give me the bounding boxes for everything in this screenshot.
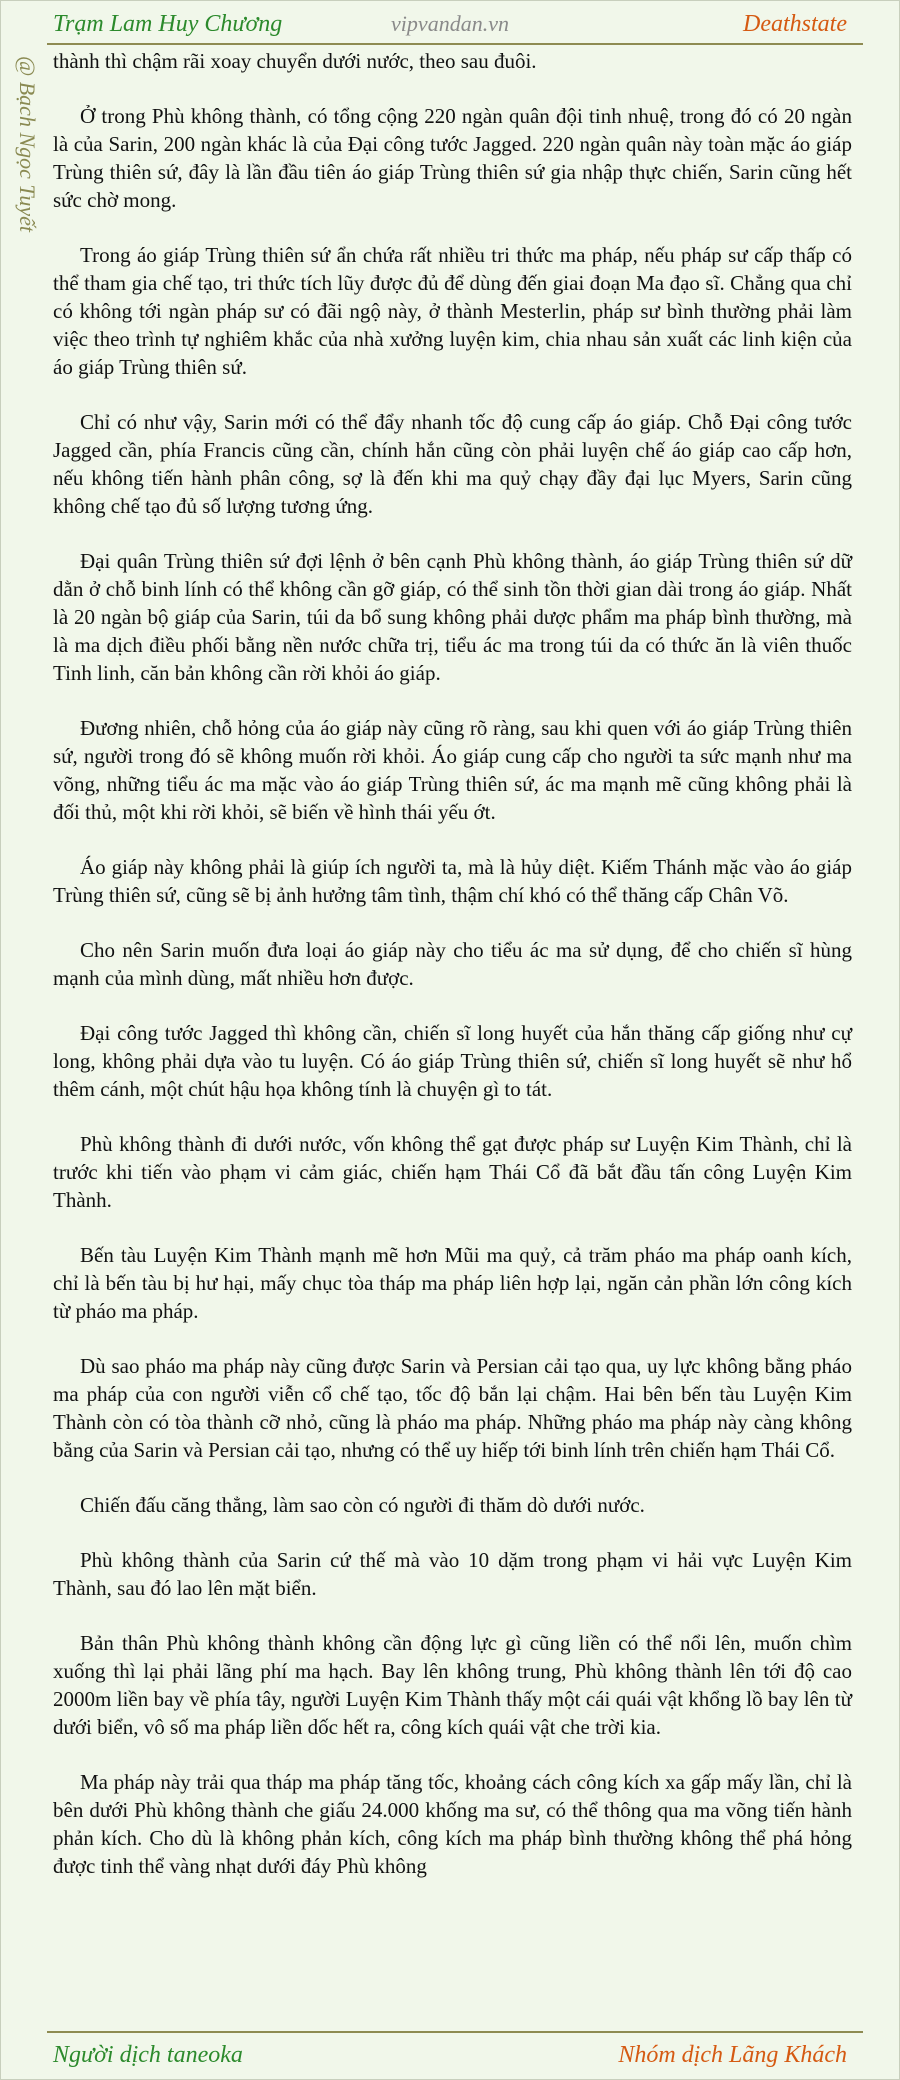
paragraph: Áo giáp này không phải là giúp ích người ta, mà là hủy diệt. Kiếm Thánh mặc vào áo giáp Trùng thiên sứ, cũng sẽ bị ảnh hưởng tâm tình, thậm chí khó có thể thăng cấp Chân Võ. <box>53 855 852 907</box>
paragraph: thành thì chậm rãi xoay chuyển dưới nước, theo sau đuôi. <box>53 49 537 73</box>
paragraph: Ma pháp này trải qua tháp ma pháp tăng tốc, khoảng cách công kích xa gấp mấy lần, chỉ là bên dưới Phù không thành che giấu 24.000 khống ma sư, có thể thông qua ma võng tiến hành phản kích. Cho dù là không phản kích, công kích ma pháp bình thường không thể phá hỏng được tinh thể vàng nhạt dưới đáy Phù không <box>53 1770 852 1878</box>
paragraph: Đại công tước Jagged thì không cần, chiến sĩ long huyết của hắn thăng cấp giống như cự long, không phải dựa vào tu luyện. Có áo giáp Trùng thiên sứ, chiến sĩ long huyết sẽ như hổ thêm cánh, một chút hậu họa không tính là chuyện gì to tát. <box>53 1021 852 1101</box>
footer-translator: Người dịch taneoka <box>53 2042 243 2068</box>
paragraph: Đại quân Trùng thiên sứ đợi lệnh ở bên cạnh Phù không thành, áo giáp Trùng thiên sứ dữ dằn ở chỗ binh lính có thể không cần gỡ giáp, có thể sinh tồn thời gian dài trong áo giáp. Nhất là 20 ngàn bộ giáp của Sarin, túi da bổ sung không phải dược phẩm ma pháp bình thường, mà là ma dịch điều phối bằng nền nước chữa trị, tiểu ác ma trong túi da có thức ăn là viên thuốc Tinh linh, căn bản không cần rời khỏi áo giáp. <box>53 549 852 685</box>
paragraph: Dù sao pháo ma pháp này cũng được Sarin và Persian cải tạo qua, uy lực không bằng pháo ma pháp của con người viễn cổ chế tạo, tốc độ bắn lại chậm. Hai bên bến tàu Luyện Kim Thành còn có tòa thành cỡ nhỏ, cũng là pháo ma pháp. Những pháo ma pháp này càng không bằng của Sarin và Persian cải tạo, nhưng có thể uy hiếp tới binh lính trên chiến hạm Thái Cổ. <box>53 1354 852 1462</box>
footer-team: Nhóm dịch Lãng Khách <box>618 2042 847 2068</box>
header-author: Deathstate <box>743 11 847 37</box>
paragraph: Chỉ có như vậy, Sarin mới có thể đẩy nhanh tốc độ cung cấp áo giáp. Chỗ Đại công tước Jagged cần, phía Francis cũng cần, chính hắn cũng còn phải luyện chế áo giáp cao cấp hơn, nếu không tiến hành phân công, sợ là đến khi ma quỷ chạy đầy đại lục Myers, Sarin cũng không chế tạo đủ số lượng tương ứng. <box>53 410 852 518</box>
header-divider <box>47 43 863 45</box>
paragraph: Bản thân Phù không thành không cần động lực gì cũng liền có thể nổi lên, muốn chìm xuống thì lại phải lãng phí ma hạch. Bay lên không trung, Phù không thành lên tới độ cao 2000m liền bay về phía tây, người Luyện Kim Thành thấy một cái quái vật khổng lồ bay lên từ dưới biển, vô số ma pháp liền dốc hết ra, công kích quái vật che trời kia. <box>53 1631 852 1739</box>
page-footer <box>53 2038 847 2072</box>
page-header <box>53 7 847 41</box>
paragraph: Bến tàu Luyện Kim Thành mạnh mẽ hơn Mũi ma quỷ, cả trăm pháo ma pháp oanh kích, chỉ là bến tàu bị hư hại, mấy chục tòa tháp ma pháp liên hợp lại, ngăn cản phần lớn công kích từ pháo ma pháp. <box>53 1243 852 1323</box>
paragraph: Trong áo giáp Trùng thiên sứ ẩn chứa rất nhiều tri thức ma pháp, nếu pháp sư cấp thấp có thể tham gia chế tạo, tri thức tích lũy được đủ để dùng đến giai đoạn Ma đạo sĩ. Chẳng qua chỉ có không tới ngàn pháp sư có đãi ngộ này, ở thành Mesterlin, pháp sư bình thường phải làm việc theo trình tự nghiêm khắc của nhà xưởng luyện kim, chia nhau sản xuất các linh kiện của áo giáp Trùng thiên sứ. <box>53 243 852 379</box>
header-site-name: Trạm Lam Huy Chương <box>53 11 283 37</box>
sidebar-credit: @ Bạch Ngọc Tuyết <box>15 56 40 233</box>
chapter-body <box>53 47 852 1907</box>
paragraph: Đương nhiên, chỗ hỏng của áo giáp này cũng rõ ràng, sau khi quen với áo giáp Trùng thiên sứ, người trong đó sẽ không muốn rời khỏi. Áo giáp cung cấp cho người ta sức mạnh như ma võng, những tiểu ác ma mặc vào áo giáp Trùng thiên sứ, ác ma mạnh mẽ cũng không phải là đối thủ, một khi rời khỏi, sẽ biến về hình thái yếu ớt. <box>53 716 852 824</box>
paragraph: Phù không thành đi dưới nước, vốn không thể gạt được pháp sư Luyện Kim Thành, chỉ là trước khi tiến vào phạm vi cảm giác, chiến hạm Thái Cổ đã bắt đầu tấn công Luyện Kim Thành. <box>53 1132 852 1212</box>
paragraph: Chiến đấu căng thẳng, làm sao còn có người đi thăm dò dưới nước. <box>80 1493 645 1517</box>
header-url[interactable]: vipvandan.vn <box>391 11 509 36</box>
footer-divider <box>47 2031 863 2033</box>
paragraph: Ở trong Phù không thành, có tổng cộng 220 ngàn quân đội tinh nhuệ, trong đó có 20 ngàn là của Sarin, 200 ngàn khác là của Đại công tước Jagged. 220 ngàn quân này toàn mặc áo giáp Trùng thiên sứ, đây là lần đầu tiên áo giáp Trùng thiên sứ gia nhập thực chiến, Sarin cũng hết sức chờ mong. <box>53 104 852 212</box>
paragraph: Phù không thành của Sarin cứ thế mà vào 10 dặm trong phạm vi hải vực Luyện Kim Thành, sau đó lao lên mặt biển. <box>53 1548 852 1600</box>
paragraph: Cho nên Sarin muốn đưa loại áo giáp này cho tiểu ác ma sử dụng, để cho chiến sĩ hùng mạnh của mình dùng, mất nhiều hơn được. <box>53 938 852 990</box>
